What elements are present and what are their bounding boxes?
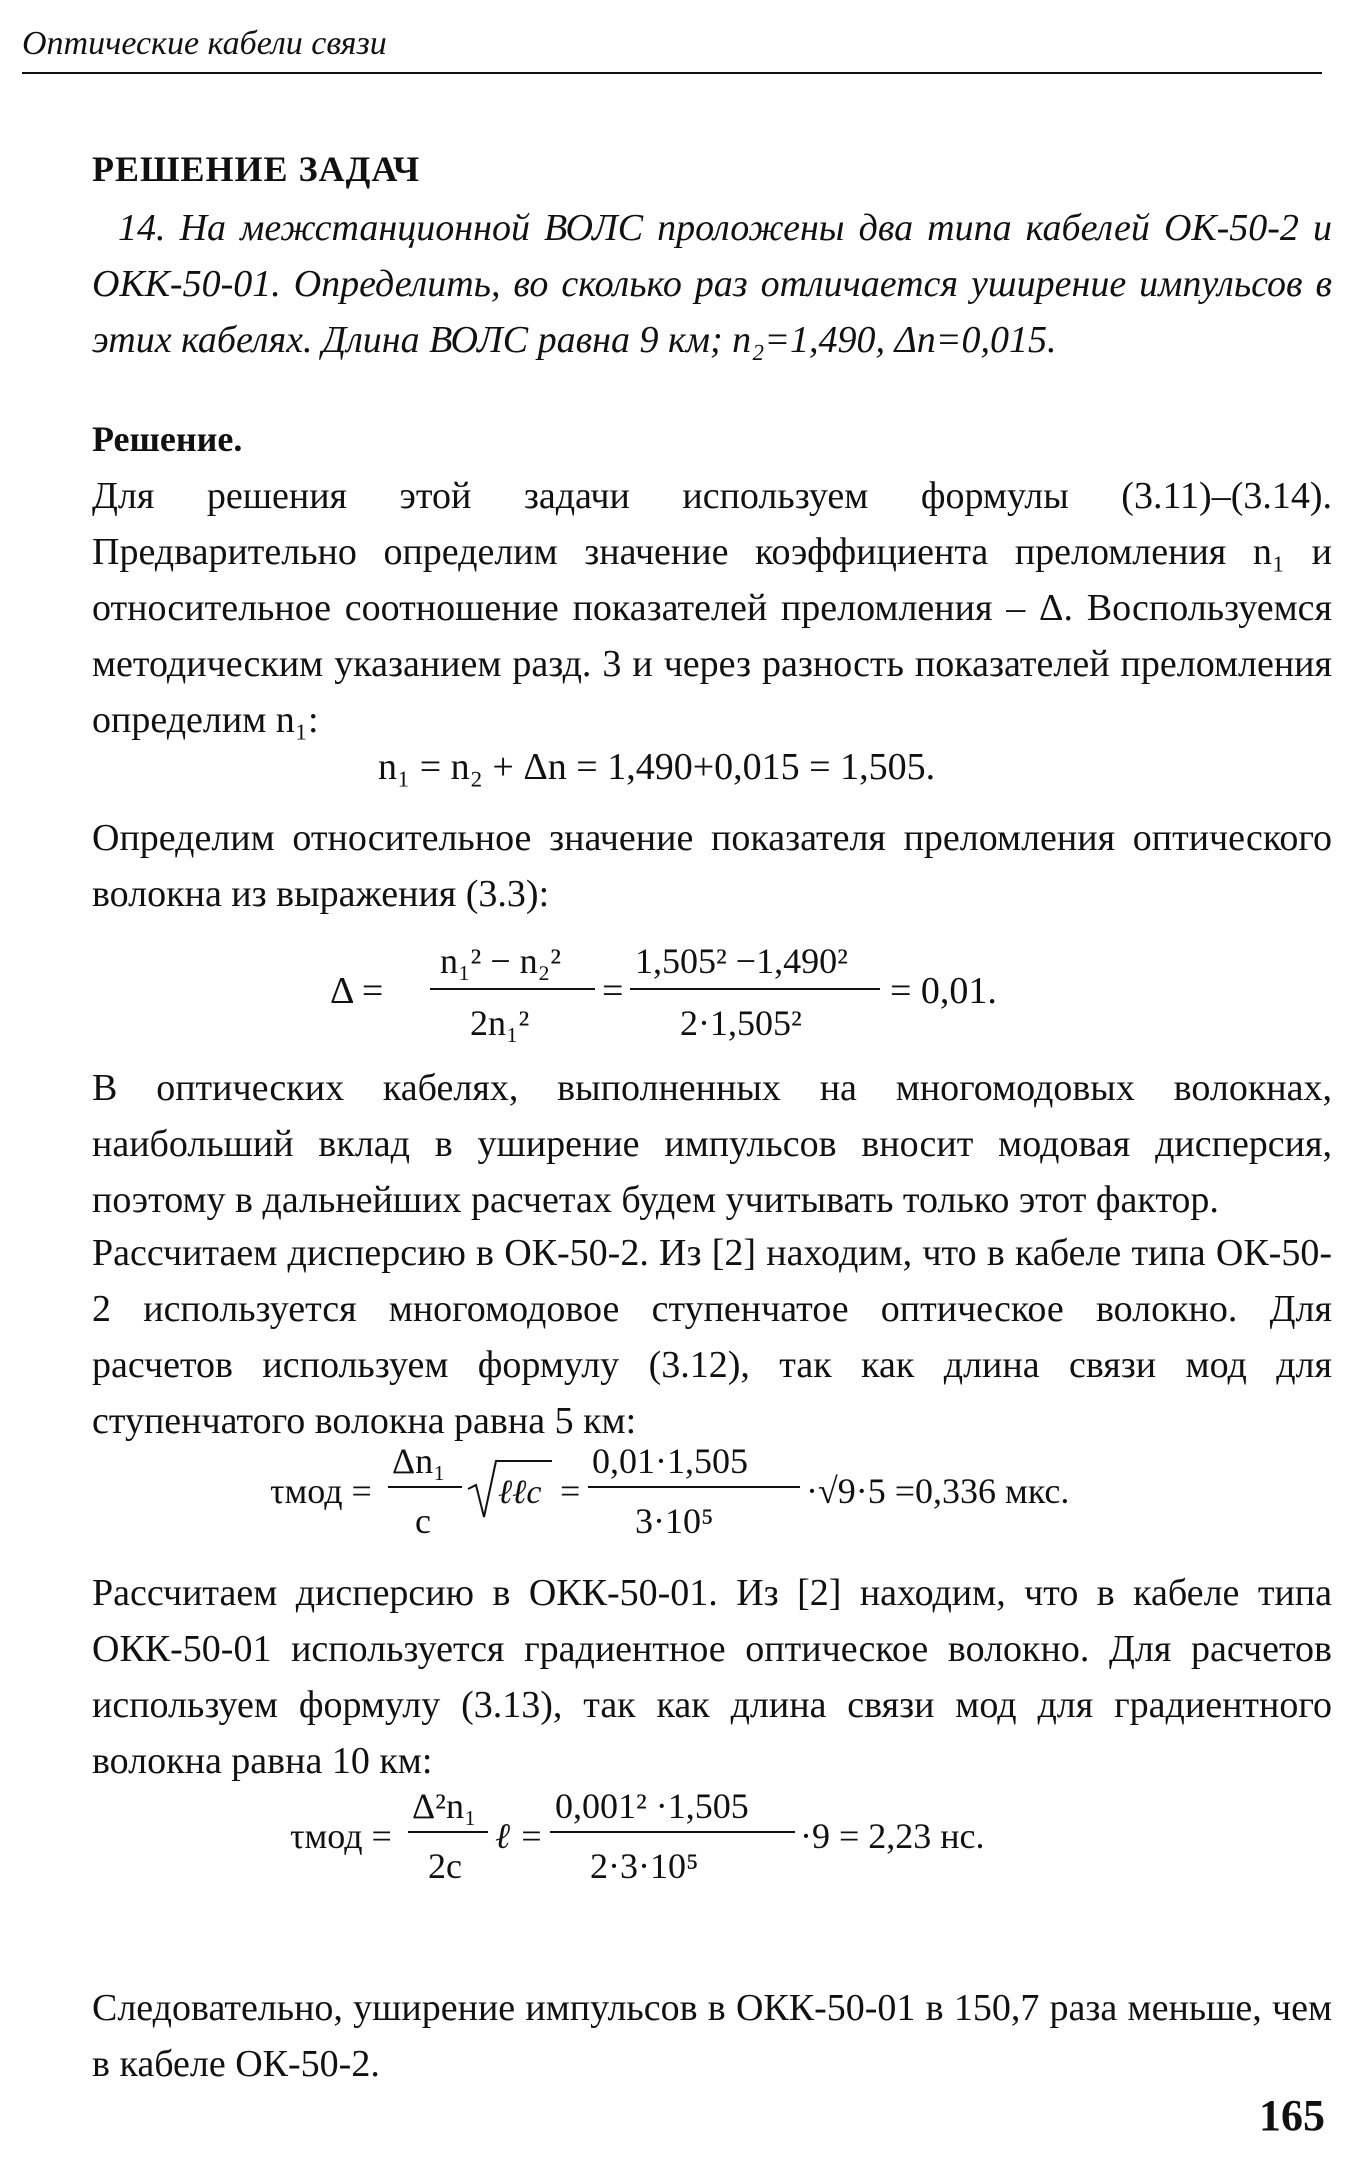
- solution-paragraph-2: Определим относительное значение показателя преломления оптического волокна из выражения (3.3):: [92, 817, 1332, 915]
- eq-delta-den2: 2·1,505²: [680, 1003, 802, 1043]
- eq-tau2-num1: Δ²n₁: [412, 1786, 477, 1826]
- section-title: РЕШЕНИЕ ЗАДАЧ: [92, 149, 421, 189]
- equation-tau-gradient: [290, 1770, 1190, 1910]
- svg-text:=: =: [602, 970, 624, 1012]
- eq-delta-lhs: Δ =: [330, 970, 384, 1012]
- solution-paragraph-3: В оптических кабелях, выполненных на многомодовых волокнах, наибольший вклад в уширение импульсов вносит модовая дисперсия, поэтому в дальнейших расчетах будем учитывать только этот фактор.: [92, 1067, 1332, 1221]
- equation-delta: [330, 925, 1090, 1065]
- svg-text:=: =: [560, 1471, 581, 1511]
- problem-statement: 14. На межстанционной ВОЛС проложены два типа кабелей ОК-50-2 и ОКК-50-01. Определить, во сколько раз отличается уширение импульсов в этих кабелях. Длина ВОЛС равна 9 км; n₂=1,490, Δn=0,015.: [92, 207, 1332, 361]
- running-header: Оптические кабели связи: [22, 24, 1322, 74]
- eq-tau2-mid: ℓ =: [495, 1816, 544, 1856]
- solution-heading: Решение.: [92, 419, 243, 459]
- eq-tau1-num2: 0,01·1,505: [592, 1441, 748, 1481]
- page-number: 165: [1259, 2091, 1325, 2140]
- eq-tau1-num1: Δn₁: [392, 1441, 446, 1481]
- solution-conclusion: Следовательно, уширение импульсов в ОКК-50-01 в 150,7 раза меньше, чем в кабеле ОК-50-2.: [92, 1987, 1332, 2085]
- eq-tau2-num2: 0,001² ·1,505: [555, 1786, 749, 1826]
- eq-tau1-root: ℓℓc: [498, 1474, 542, 1511]
- eq-delta-num2: 1,505² −1,490²: [635, 941, 848, 981]
- eq-tau1-den2: 3·10⁵: [635, 1501, 714, 1541]
- eq-delta-num1: n₁² − n₂²: [440, 941, 561, 981]
- eq-delta-result: = 0,01.: [890, 970, 997, 1012]
- solution-paragraph-5: Рассчитаем дисперсию в ОКК-50-01. Из [2] находим, что в кабеле типа ОКК-50-01 используется градиентное оптическое волокно. Для расчетов используем формулу (3.13), так как длина связи мод для градиентного волокна равна 10 км:: [92, 1572, 1332, 1782]
- eq-tau1-lhs: τмод =: [270, 1471, 372, 1511]
- eq-tau2-lhs: τмод =: [290, 1816, 392, 1856]
- eq-tau1-tail: ·√9·5 =0,336 мкс.: [806, 1471, 1070, 1511]
- eq-tau2-tail: ·9 = 2,23 нс.: [800, 1816, 985, 1856]
- solution-paragraph-1: Для решения этой задачи используем формулы (3.11)–(3.14). Предварительно определим значение коэффициента преломления n₁ и относительное соотношение показателей преломления – Δ. Воспользуемся методическим указанием разд. 3 и через разность показателей преломления определим n₁:: [92, 475, 1332, 741]
- equation-tau-step: [270, 1425, 1170, 1565]
- eq-tau2-den1: 2c: [428, 1846, 462, 1886]
- eq-tau2-den2: 2·3·10⁵: [590, 1846, 699, 1886]
- equation-n1: n₁ = n₂ + Δn = 1,490+0,015 = 1,505.: [378, 746, 936, 788]
- solution-paragraph-4: Рассчитаем дисперсию в ОК-50-2. Из [2] находим, что в кабеле типа ОК-50-2 используется многомодовое ступенчатое оптическое волокно. Для расчетов используем формулу (3.12), так как длина связи мод для ступенчатого волокна равна 5 км:: [92, 1232, 1332, 1442]
- eq-delta-den1: 2n₁²: [470, 1003, 530, 1043]
- eq-tau1-den1: c: [415, 1501, 431, 1541]
